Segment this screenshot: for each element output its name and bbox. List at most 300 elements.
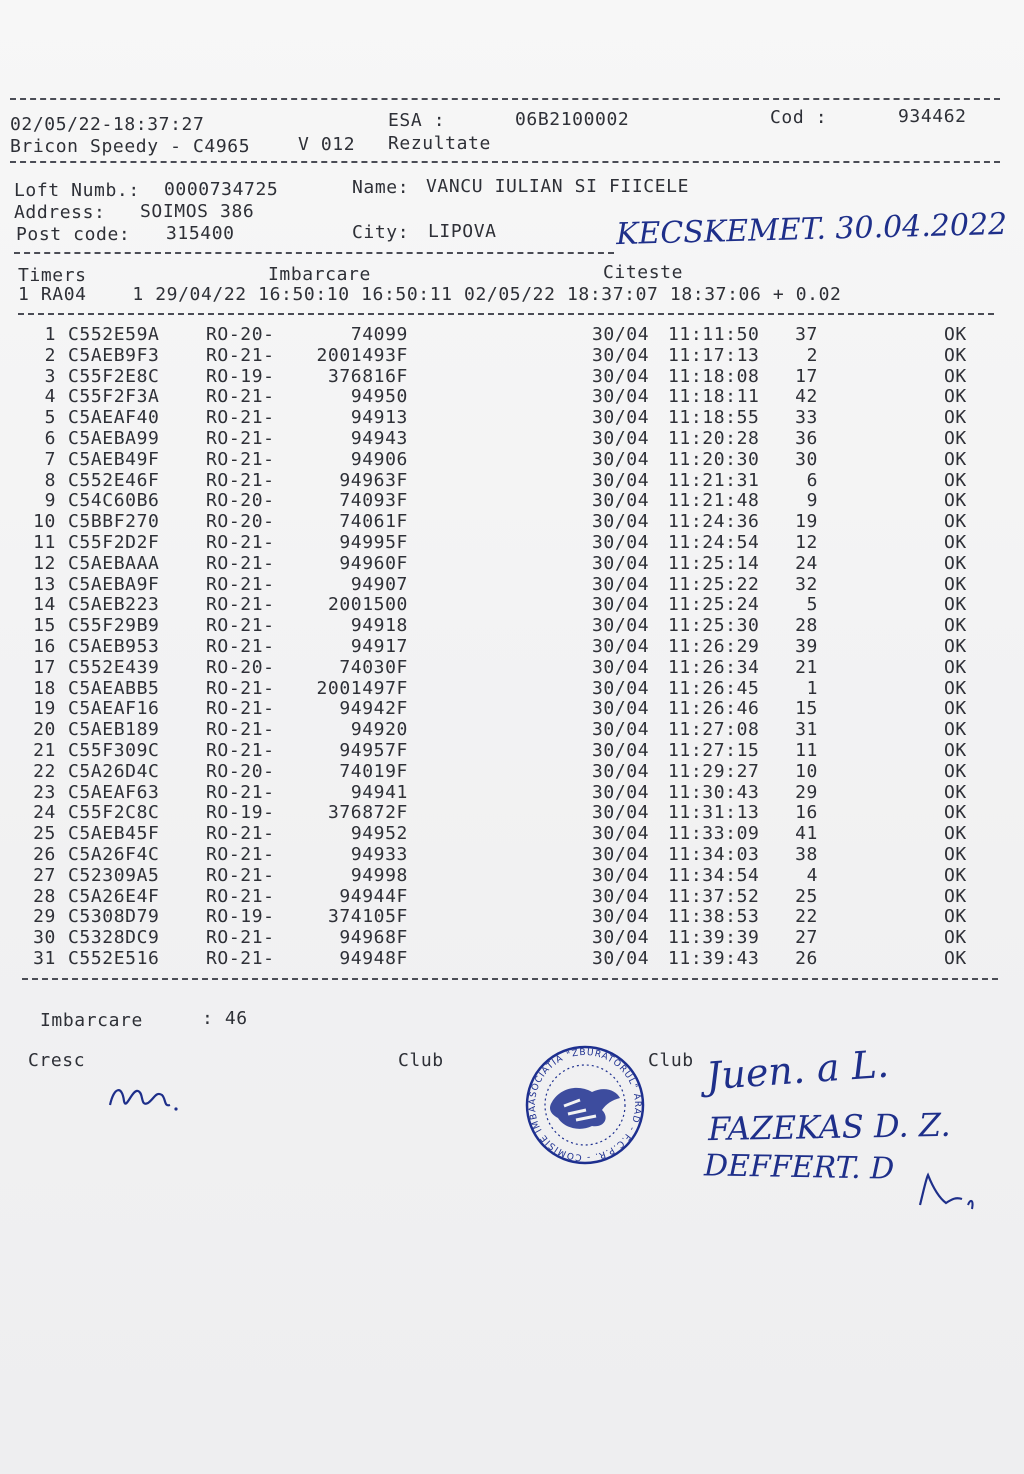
- ring-prefix: RO-21-: [206, 428, 275, 449]
- arrival-time: 11:26:29: [668, 636, 760, 657]
- arrival-time: 11:33:09: [668, 823, 760, 845]
- ring-number: 94968F: [339, 927, 408, 949]
- row-number: 28: [33, 885, 56, 907]
- status-ok: OK: [944, 324, 967, 345]
- ring-prefix: RO-19-: [206, 906, 275, 928]
- ring-prefix: RO-21-: [206, 844, 275, 865]
- basket-position: 31: [795, 719, 818, 741]
- table-row: [0, 927, 1024, 948]
- status-ok: OK: [944, 864, 967, 886]
- ring-prefix: RO-21-: [206, 781, 275, 803]
- name-value: VANCU IULIAN SI FIICELE: [426, 176, 690, 197]
- status-ok: OK: [944, 386, 967, 408]
- name-label: Name:: [352, 177, 410, 198]
- status-ok: OK: [944, 948, 967, 969]
- table-row: [0, 657, 1024, 678]
- table-row: [0, 802, 1024, 823]
- chip-id: C54C60B6: [68, 490, 160, 512]
- table-row: [0, 615, 1024, 636]
- status-ok: OK: [944, 428, 967, 449]
- ring-prefix: RO-21-: [206, 636, 275, 657]
- basket-position: 28: [795, 615, 818, 637]
- ring-prefix: RO-21-: [206, 552, 275, 574]
- arrival-date: 30/04: [592, 386, 650, 408]
- arrival-date: 30/04: [592, 573, 650, 595]
- ring-number: 94942F: [339, 698, 408, 720]
- arrival-date: 30/04: [592, 885, 650, 907]
- ring-number: 94957F: [339, 740, 408, 761]
- imbarcare-total-label: Imbarcare: [40, 1010, 143, 1031]
- status-ok: OK: [944, 511, 967, 533]
- arrival-time: 11:21:48: [668, 490, 760, 512]
- table-row: [0, 428, 1024, 449]
- citeste-label: Citeste: [603, 262, 684, 283]
- cod-value: 934462: [898, 106, 967, 127]
- timers-label: Timers: [18, 265, 87, 286]
- chip-id: C5A26E4F: [68, 885, 160, 907]
- arrival-time: 11:18:55: [668, 407, 760, 429]
- chip-id: C5A26F4C: [68, 844, 160, 865]
- arrival-date: 30/04: [592, 532, 650, 553]
- ring-number: 2001493F: [316, 344, 408, 366]
- ring-prefix: RO-20-: [206, 490, 275, 512]
- arrival-time: 11:38:53: [668, 906, 760, 928]
- arrival-time: 11:34:03: [668, 844, 760, 865]
- ring-prefix: RO-21-: [206, 573, 275, 595]
- table-row: [0, 636, 1024, 657]
- ring-number: 74099: [350, 324, 408, 345]
- basket-position: 21: [795, 656, 818, 678]
- ring-prefix: RO-21-: [206, 532, 275, 553]
- table-row: [0, 865, 1024, 886]
- ring-number: 94918: [350, 615, 408, 637]
- status-ok: OK: [944, 885, 967, 907]
- arrival-time: 11:27:08: [668, 719, 760, 741]
- ring-number: 94907: [350, 573, 408, 595]
- stamp-text: ASOCIATIA "ZBURATORUL" ARAD - F.C.P.R. - COMISIE IMBA: [527, 1047, 643, 1163]
- status-ok: OK: [944, 532, 967, 553]
- status-ok: OK: [944, 552, 967, 574]
- basket-position: 32: [795, 573, 818, 595]
- ring-number: 94913: [350, 407, 408, 429]
- chip-id: C5AEB953: [68, 636, 160, 657]
- divider-top: [10, 98, 1000, 100]
- chip-id: C5BBF270: [68, 511, 160, 533]
- status-ok: OK: [944, 615, 967, 637]
- chip-id: C5AEB223: [68, 594, 160, 616]
- ring-number: 374105F: [327, 906, 408, 928]
- row-number: 8: [44, 469, 56, 491]
- address-label: Address:: [14, 202, 106, 223]
- city-label: City:: [352, 222, 410, 243]
- status-ok: OK: [944, 781, 967, 803]
- ring-number: 94948F: [339, 948, 408, 969]
- ring-prefix: RO-21-: [206, 469, 275, 491]
- status-ok: OK: [944, 844, 967, 865]
- arrival-date: 30/04: [592, 823, 650, 845]
- chip-id: C5AEAF40: [68, 407, 160, 429]
- basket-position: 26: [795, 948, 818, 969]
- row-number: 15: [33, 615, 56, 637]
- ring-number: 94917: [350, 636, 408, 657]
- imbarcare-total-value: : 46: [202, 1008, 248, 1029]
- arrival-time: 11:20:30: [668, 448, 760, 470]
- signature-2-text: FAZEKAS D. Z.: [707, 1105, 951, 1149]
- arrival-date: 30/04: [592, 927, 650, 949]
- report-title: Rezultate: [388, 133, 491, 154]
- row-number: 6: [44, 428, 56, 449]
- chip-id: C552E439: [68, 656, 160, 678]
- basket-position: 17: [795, 365, 818, 387]
- ring-prefix: RO-21-: [206, 344, 275, 366]
- ring-number: 94950: [350, 386, 408, 408]
- row-number: 23: [33, 781, 56, 803]
- timer-line: 1 RA04 1 29/04/22 16:50:10 16:50:11 02/05/22 18:37:07 18:37:06 + 0.02: [18, 284, 842, 305]
- divider-header: [10, 161, 1000, 163]
- status-ok: OK: [944, 594, 967, 616]
- chip-id: C5AEBA99: [68, 428, 160, 449]
- arrival-time: 11:11:50: [668, 324, 760, 345]
- table-row: [0, 698, 1024, 719]
- signature-1-text: Juen. a L.: [704, 1041, 891, 1099]
- arrival-date: 30/04: [592, 760, 650, 782]
- arrival-date: 30/04: [592, 615, 650, 637]
- basket-position: 6: [806, 469, 818, 491]
- basket-position: 36: [795, 428, 818, 449]
- arrival-time: 11:39:39: [668, 927, 760, 949]
- cresc-signature: [66, 1042, 184, 1160]
- ring-number: 376872F: [327, 802, 408, 824]
- ring-number: 94998: [350, 864, 408, 886]
- table-row: [0, 449, 1024, 470]
- row-number: 9: [44, 490, 56, 512]
- ring-prefix: RO-21-: [206, 698, 275, 720]
- basket-position: 25: [795, 885, 818, 907]
- table-row: [0, 761, 1024, 782]
- ring-prefix: RO-21-: [206, 823, 275, 845]
- ring-number: 376816F: [327, 365, 408, 387]
- table-row: [0, 823, 1024, 844]
- table-row: [0, 906, 1024, 927]
- ring-number: 94943: [350, 428, 408, 449]
- ring-prefix: RO-21-: [206, 927, 275, 949]
- basket-position: 11: [795, 740, 818, 761]
- status-ok: OK: [944, 906, 967, 928]
- ring-prefix: RO-19-: [206, 802, 275, 824]
- table-row: [0, 948, 1024, 969]
- row-number: 5: [44, 407, 56, 429]
- chip-id: C5AEBAAA: [68, 552, 160, 574]
- signature-scribble: [916, 1169, 980, 1213]
- arrival-time: 11:25:22: [668, 573, 760, 595]
- basket-position: 9: [806, 490, 818, 512]
- ring-number: 94933: [350, 844, 408, 865]
- chip-id: C52309A5: [68, 864, 160, 886]
- ring-prefix: RO-21-: [206, 448, 275, 470]
- table-row: [0, 490, 1024, 511]
- arrival-date: 30/04: [592, 324, 650, 345]
- chip-id: C5AEB189: [68, 719, 160, 741]
- ring-prefix: RO-21-: [206, 407, 275, 429]
- signature-1: [705, 1042, 890, 1099]
- arrival-date: 30/04: [592, 594, 650, 616]
- ring-number: 94906: [350, 448, 408, 470]
- status-ok: OK: [944, 448, 967, 470]
- arrival-date: 30/04: [592, 428, 650, 449]
- arrival-time: 11:30:43: [668, 781, 760, 803]
- status-ok: OK: [944, 927, 967, 949]
- loft-label: Loft Numb.:: [14, 180, 140, 201]
- arrival-time: 11:34:54: [668, 864, 760, 886]
- ring-prefix: RO-20-: [206, 760, 275, 782]
- signature-3-mark: [896, 1150, 980, 1236]
- chip-id: C552E46F: [68, 469, 160, 491]
- arrival-time: 11:25:14: [668, 552, 760, 574]
- table-row: [0, 844, 1024, 865]
- table-row: [0, 594, 1024, 615]
- row-number: 22: [33, 760, 56, 782]
- arrival-date: 30/04: [592, 864, 650, 886]
- device-version: V 012: [298, 134, 356, 155]
- status-ok: OK: [944, 407, 967, 429]
- ring-number: 94952: [350, 823, 408, 845]
- club-label-2: Club: [648, 1050, 694, 1071]
- basket-position: 33: [795, 407, 818, 429]
- arrival-date: 30/04: [592, 511, 650, 533]
- arrival-time: 11:27:15: [668, 740, 760, 761]
- chip-id: C5A26D4C: [68, 760, 160, 782]
- basket-position: 2: [806, 344, 818, 366]
- basket-position: 38: [795, 844, 818, 865]
- table-row: [0, 886, 1024, 907]
- arrival-date: 30/04: [592, 781, 650, 803]
- print-datetime: 02/05/22-18:37:27: [10, 114, 205, 135]
- ring-prefix: RO-21-: [206, 864, 275, 886]
- status-ok: OK: [944, 573, 967, 595]
- row-number: 7: [44, 448, 56, 470]
- row-number: 3: [44, 365, 56, 387]
- status-ok: OK: [944, 365, 967, 387]
- ring-number: 74030F: [339, 656, 408, 678]
- ring-prefix: RO-20-: [206, 324, 275, 345]
- chip-id: C5AEABB5: [68, 677, 160, 699]
- chip-id: C55F2C8C: [68, 802, 160, 824]
- arrival-time: 11:39:43: [668, 948, 760, 969]
- status-ok: OK: [944, 760, 967, 782]
- ring-prefix: RO-21-: [206, 948, 275, 969]
- status-ok: OK: [944, 802, 967, 824]
- ring-prefix: RO-21-: [206, 885, 275, 907]
- table-row: [0, 470, 1024, 491]
- club-stamp-seal: [520, 1040, 650, 1170]
- ring-number: 94920: [350, 719, 408, 741]
- arrival-time: 11:26:46: [668, 698, 760, 720]
- table-row: [0, 366, 1024, 387]
- address-value: SOIMOS 386: [140, 201, 255, 222]
- divider-timers: [18, 313, 994, 315]
- arrival-time: 11:24:36: [668, 511, 760, 533]
- basket-position: 19: [795, 511, 818, 533]
- arrival-date: 30/04: [592, 407, 650, 429]
- table-row: [0, 719, 1024, 740]
- basket-position: 1: [806, 677, 818, 699]
- status-ok: OK: [944, 698, 967, 720]
- row-number: 14: [33, 594, 56, 616]
- basket-position: 24: [795, 552, 818, 574]
- city-value: LIPOVA: [428, 221, 497, 242]
- arrival-time: 11:24:54: [668, 532, 760, 553]
- status-ok: OK: [944, 740, 967, 761]
- arrival-date: 30/04: [592, 448, 650, 470]
- status-ok: OK: [944, 344, 967, 366]
- esa-value: 06B2100002: [515, 109, 630, 130]
- ring-number: 74093F: [339, 490, 408, 512]
- arrival-time: 11:29:27: [668, 760, 760, 782]
- row-number: 21: [33, 740, 56, 761]
- row-number: 18: [33, 677, 56, 699]
- basket-position: 42: [795, 386, 818, 408]
- table-row: [0, 386, 1024, 407]
- arrival-date: 30/04: [592, 656, 650, 678]
- ring-number: 2001497F: [316, 677, 408, 699]
- arrival-date: 30/04: [592, 948, 650, 969]
- imbarcare-header-label: Imbarcare: [268, 264, 371, 285]
- ring-prefix: RO-19-: [206, 365, 275, 387]
- arrival-time: 11:17:13: [668, 344, 760, 366]
- table-row: [0, 407, 1024, 428]
- basket-position: 10: [795, 760, 818, 782]
- cresc-label: Cresc: [28, 1050, 86, 1071]
- status-ok: OK: [944, 719, 967, 741]
- row-number: 31: [33, 948, 56, 969]
- status-ok: OK: [944, 677, 967, 699]
- chip-id: C5AEAF16: [68, 698, 160, 720]
- table-row: [0, 345, 1024, 366]
- basket-position: 37: [795, 324, 818, 345]
- arrival-date: 30/04: [592, 490, 650, 512]
- arrival-time: 11:20:28: [668, 428, 760, 449]
- chip-id: C5AEB49F: [68, 448, 160, 470]
- chip-id: C55F29B9: [68, 615, 160, 637]
- ring-prefix: RO-21-: [206, 740, 275, 761]
- ring-prefix: RO-21-: [206, 386, 275, 408]
- table-row: [0, 532, 1024, 553]
- row-number: 16: [33, 636, 56, 657]
- chip-id: C55F2F3A: [68, 386, 160, 408]
- chip-id: C5AEAF63: [68, 781, 160, 803]
- signature-3-text: DEFFERT. D: [703, 1148, 895, 1187]
- arrival-date: 30/04: [592, 365, 650, 387]
- row-number: 26: [33, 844, 56, 865]
- chip-id: C552E59A: [68, 324, 160, 345]
- ring-number: 74061F: [339, 511, 408, 533]
- ring-prefix: RO-21-: [206, 594, 275, 616]
- chip-id: C5328DC9: [68, 927, 160, 949]
- table-row: [0, 574, 1024, 595]
- arrival-time: 11:26:34: [668, 656, 760, 678]
- basket-position: 27: [795, 927, 818, 949]
- arrival-date: 30/04: [592, 677, 650, 699]
- table-row: [0, 324, 1024, 345]
- ring-prefix: RO-21-: [206, 615, 275, 637]
- basket-position: 22: [795, 906, 818, 928]
- device-name: Bricon Speedy - C4965: [10, 136, 251, 157]
- arrival-date: 30/04: [592, 844, 650, 865]
- arrival-time: 11:25:30: [668, 615, 760, 637]
- arrival-time: 11:25:24: [668, 594, 760, 616]
- esa-label: ESA :: [388, 110, 446, 131]
- arrival-date: 30/04: [592, 636, 650, 657]
- table-row: [0, 678, 1024, 699]
- arrival-date: 30/04: [592, 469, 650, 491]
- basket-position: 41: [795, 823, 818, 845]
- arrival-date: 30/04: [592, 344, 650, 366]
- loft-value: 0000734725: [164, 179, 279, 200]
- status-ok: OK: [944, 636, 967, 657]
- ring-number: 94963F: [339, 469, 408, 491]
- row-number: 24: [33, 802, 56, 824]
- chip-id: C5AEBA9F: [68, 573, 160, 595]
- arrival-date: 30/04: [592, 906, 650, 928]
- signature-3: [704, 1148, 895, 1186]
- row-number: 13: [33, 573, 56, 595]
- row-number: 29: [33, 906, 56, 928]
- arrival-date: 30/04: [592, 552, 650, 574]
- basket-position: 29: [795, 781, 818, 803]
- arrival-date: 30/04: [592, 740, 650, 761]
- ring-number: 94941: [350, 781, 408, 803]
- cresc-signature-scribble: [104, 1077, 184, 1117]
- row-number: 19: [33, 698, 56, 720]
- row-number: 2: [44, 344, 56, 366]
- signature-2: [708, 1106, 951, 1148]
- chip-id: C5AEB45F: [68, 823, 160, 845]
- ring-number: 94995F: [339, 532, 408, 553]
- chip-id: C5308D79: [68, 906, 160, 928]
- basket-position: 39: [795, 636, 818, 657]
- row-number: 11: [33, 532, 56, 553]
- ring-prefix: RO-20-: [206, 656, 275, 678]
- arrival-time: 11:21:31: [668, 469, 760, 491]
- basket-position: 30: [795, 448, 818, 470]
- table-row: [0, 740, 1024, 761]
- chip-id: C552E516: [68, 948, 160, 969]
- ring-number: 94944F: [339, 885, 408, 907]
- basket-position: 12: [795, 532, 818, 553]
- status-ok: OK: [944, 490, 967, 512]
- row-number: 27: [33, 864, 56, 886]
- row-number: 12: [33, 552, 56, 574]
- table-row: [0, 553, 1024, 574]
- arrival-date: 30/04: [592, 802, 650, 824]
- row-number: 10: [33, 511, 56, 533]
- row-number: 25: [33, 823, 56, 845]
- ring-prefix: RO-20-: [206, 511, 275, 533]
- race-handwritten-note: KECSKEMET. 30.04.2022: [615, 206, 1008, 253]
- status-ok: OK: [944, 823, 967, 845]
- row-number: 17: [33, 656, 56, 678]
- row-number: 20: [33, 719, 56, 741]
- divider-fancier: [14, 252, 614, 254]
- arrival-date: 30/04: [592, 719, 650, 741]
- row-number: 30: [33, 927, 56, 949]
- club-label-1: Club: [398, 1050, 444, 1071]
- basket-position: 5: [806, 594, 818, 616]
- club-stamp: [520, 1040, 650, 1174]
- arrival-time: 11:31:13: [668, 802, 760, 824]
- arrival-time: 11:18:08: [668, 365, 760, 387]
- table-row: [0, 782, 1024, 803]
